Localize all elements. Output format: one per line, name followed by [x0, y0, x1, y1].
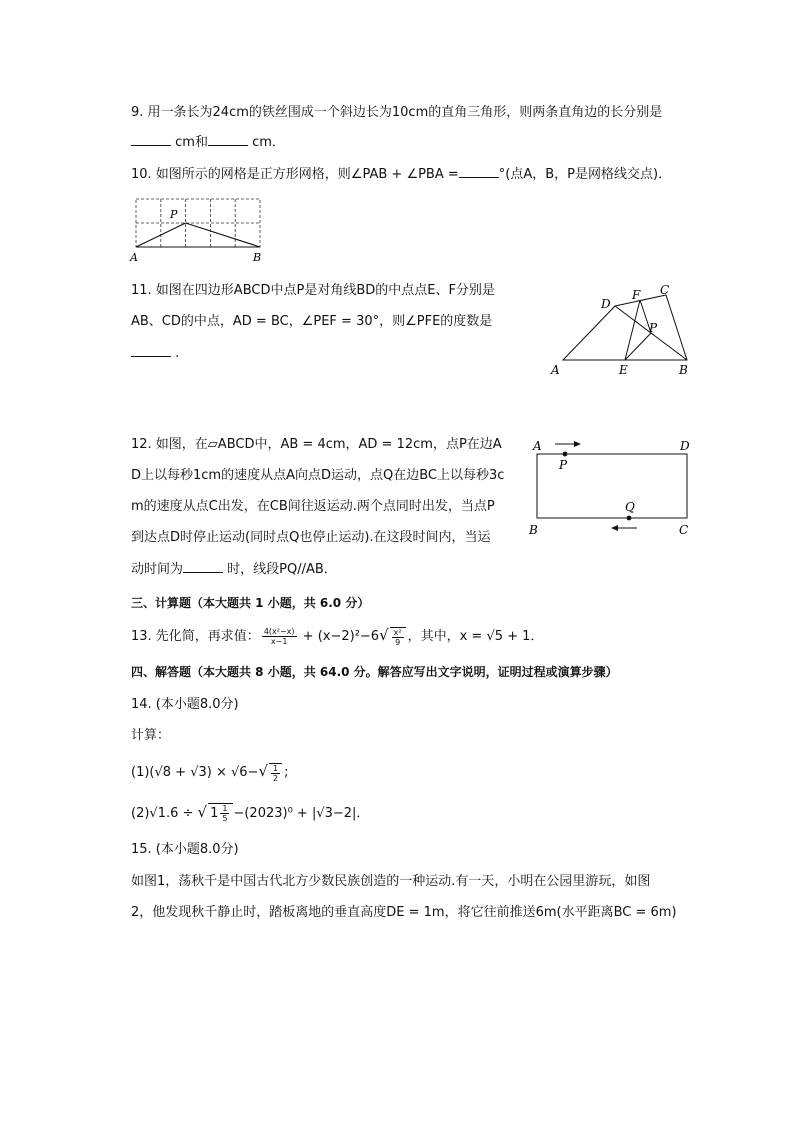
q11-blank[interactable] — [131, 344, 171, 357]
q12-label-q: Q — [625, 500, 635, 514]
q13-sqrt-fraction — [390, 627, 406, 647]
q14-part2: (2)√1.6 ÷ √ 1 $\frac{1}{5}$ −(2023)⁰ + |√3−2|． — [131, 803, 370, 823]
q14-part1-end: ; — [284, 765, 289, 780]
q13-sqrt-num: x² — [393, 627, 402, 637]
q11-label-a: A — [551, 363, 560, 377]
q9-line1: 9. 用一条长为24cm的铁丝围成一个斜边长为10cm的直角三角形，则两条直角边的长分别是 — [131, 105, 663, 120]
q14-part1-expr: (1)(√8 + √3) × √6− — [131, 765, 259, 780]
q10-grid-figure — [128, 193, 268, 265]
q9-line2 — [131, 133, 285, 152]
q12-label-c: C — [679, 523, 689, 537]
q14-intro: 计算： — [131, 728, 171, 743]
q14-part2-whole: 1 — [210, 806, 219, 821]
q15-line1: 如图1，荡秋千是中国古代北方少数民族创造的一种运动.有一天，小明在公园里游玩，如图 — [131, 874, 651, 889]
q10-label-b: B — [253, 251, 262, 264]
q14-part2-den: 5 — [222, 814, 228, 823]
section4-heading: 四、解答题（本大题共 8 小题，共 64.0 分。解答应写出文字说明，证明过程或演算步骤） — [131, 665, 618, 679]
q11-label-b: B — [679, 363, 688, 377]
q14-part1-den: 2 — [273, 773, 279, 783]
q12-line1: 12. 如图，在▱ABCD中，AB = 4cm，AD = 12cm，点P在边A — [131, 437, 502, 452]
q14-part2-tail: −(2023)⁰ + |√3−2|． — [233, 806, 370, 821]
q12-line2: D上以每秒1cm的速度从点A向点D运动，点Q在边BC上以每秒3c — [131, 468, 505, 483]
q11-label-d: D — [601, 297, 611, 311]
q13-tail: ，其中，x = √5 + 1． — [407, 629, 544, 644]
q12-line5 — [131, 560, 337, 579]
q9-unit2: cm． — [247, 135, 285, 150]
q11-tail: . — [171, 346, 180, 361]
q12-line3: m的速度从点C出发，在CB间往返运动.两个点同时出发，当点P — [131, 499, 495, 514]
q9-blank-2[interactable] — [208, 133, 248, 146]
q14-part2-sqrt-mixed — [208, 803, 233, 823]
q10-text — [131, 165, 671, 184]
q11-label-p: P — [649, 321, 658, 335]
q14-part1: (1)(√8 + √3) × √6−√ $\frac{1}{2}$ ; — [131, 762, 289, 783]
q9-blank-1[interactable] — [131, 133, 171, 146]
q13-frac-num: 4(x²−x) — [263, 627, 295, 636]
q9-unit1: cm和 — [171, 135, 208, 150]
q12-line4: 到达点D时停止运动(同时点Q也停止运动).在这段时间内，当运 — [131, 530, 491, 545]
q13-sqrt-den: 9 — [395, 637, 401, 647]
q12-line5-tail: 时，线段PQ//AB． — [223, 562, 337, 577]
q11-line3 — [131, 344, 179, 363]
q12-line5-lead: 动时间为 — [131, 562, 184, 577]
q11-label-c: C — [660, 283, 670, 297]
q14-part1-sqrt-fraction — [269, 763, 282, 783]
q10-label-p: P — [170, 208, 178, 221]
q13-fraction — [262, 627, 297, 646]
section3-heading: 三、计算题（本大题共 1 小题，共 6.0 分） — [131, 596, 370, 610]
q10-stem: 10. 如图所示的网格是正方形网格，则∠PAB + ∠PBA = — [131, 167, 459, 182]
q15-heading: 15. (本小题8.0分) — [131, 842, 239, 857]
q11-line2: AB、CD的中点，AD = BC，∠PEF = 30°，则∠PFE的度数是 — [131, 314, 493, 329]
q13-mid: + (x−2)²−6 — [298, 629, 380, 644]
q11-label-e: E — [619, 363, 628, 377]
q12-label-b: B — [529, 523, 538, 537]
q11-line1: 11. 如图在四边形ABCD中点P是对角线BD的中点点E、F分别是 — [131, 283, 495, 298]
q15-line2: 2，他发现秋千静止时，踏板离地的垂直高度DE = 1m，将它往前推送6m(水平距离BC = 6m) — [131, 905, 677, 920]
q12-label-a: A — [533, 439, 542, 453]
q14-part2-num: 1 — [222, 804, 228, 813]
q14-part2-expr: (2)√1.6 ÷ — [131, 806, 198, 821]
q10-tail: °(点A，B，P是网格线交点)． — [498, 167, 672, 182]
q12-label-p: P — [559, 458, 568, 472]
q10-blank[interactable] — [459, 165, 499, 178]
q13-frac-den: x−1 — [270, 637, 288, 646]
q14-part1-num: 1 — [273, 763, 279, 773]
q12-rectangle-figure — [525, 436, 700, 538]
q11-quadrilateral-figure — [545, 282, 705, 380]
q13-line: 13. 先化简，再求值： $\frac{\text{4(x²−x)}}{x-1}$ + (x−2)²−6√ $\frac{\text{x²}}{9}$ ，其中，x = √5 + 1． — [131, 626, 544, 647]
q14-heading: 14. (本小题8.0分) — [131, 697, 239, 712]
q13-lead: 13. 先化简，再求值： — [131, 629, 260, 644]
q12-blank[interactable] — [183, 560, 223, 573]
q14-part2-mixed-frac — [220, 804, 229, 823]
q10-label-a: A — [130, 251, 138, 264]
q12-label-d: D — [680, 439, 690, 453]
q11-label-f: F — [632, 288, 641, 302]
